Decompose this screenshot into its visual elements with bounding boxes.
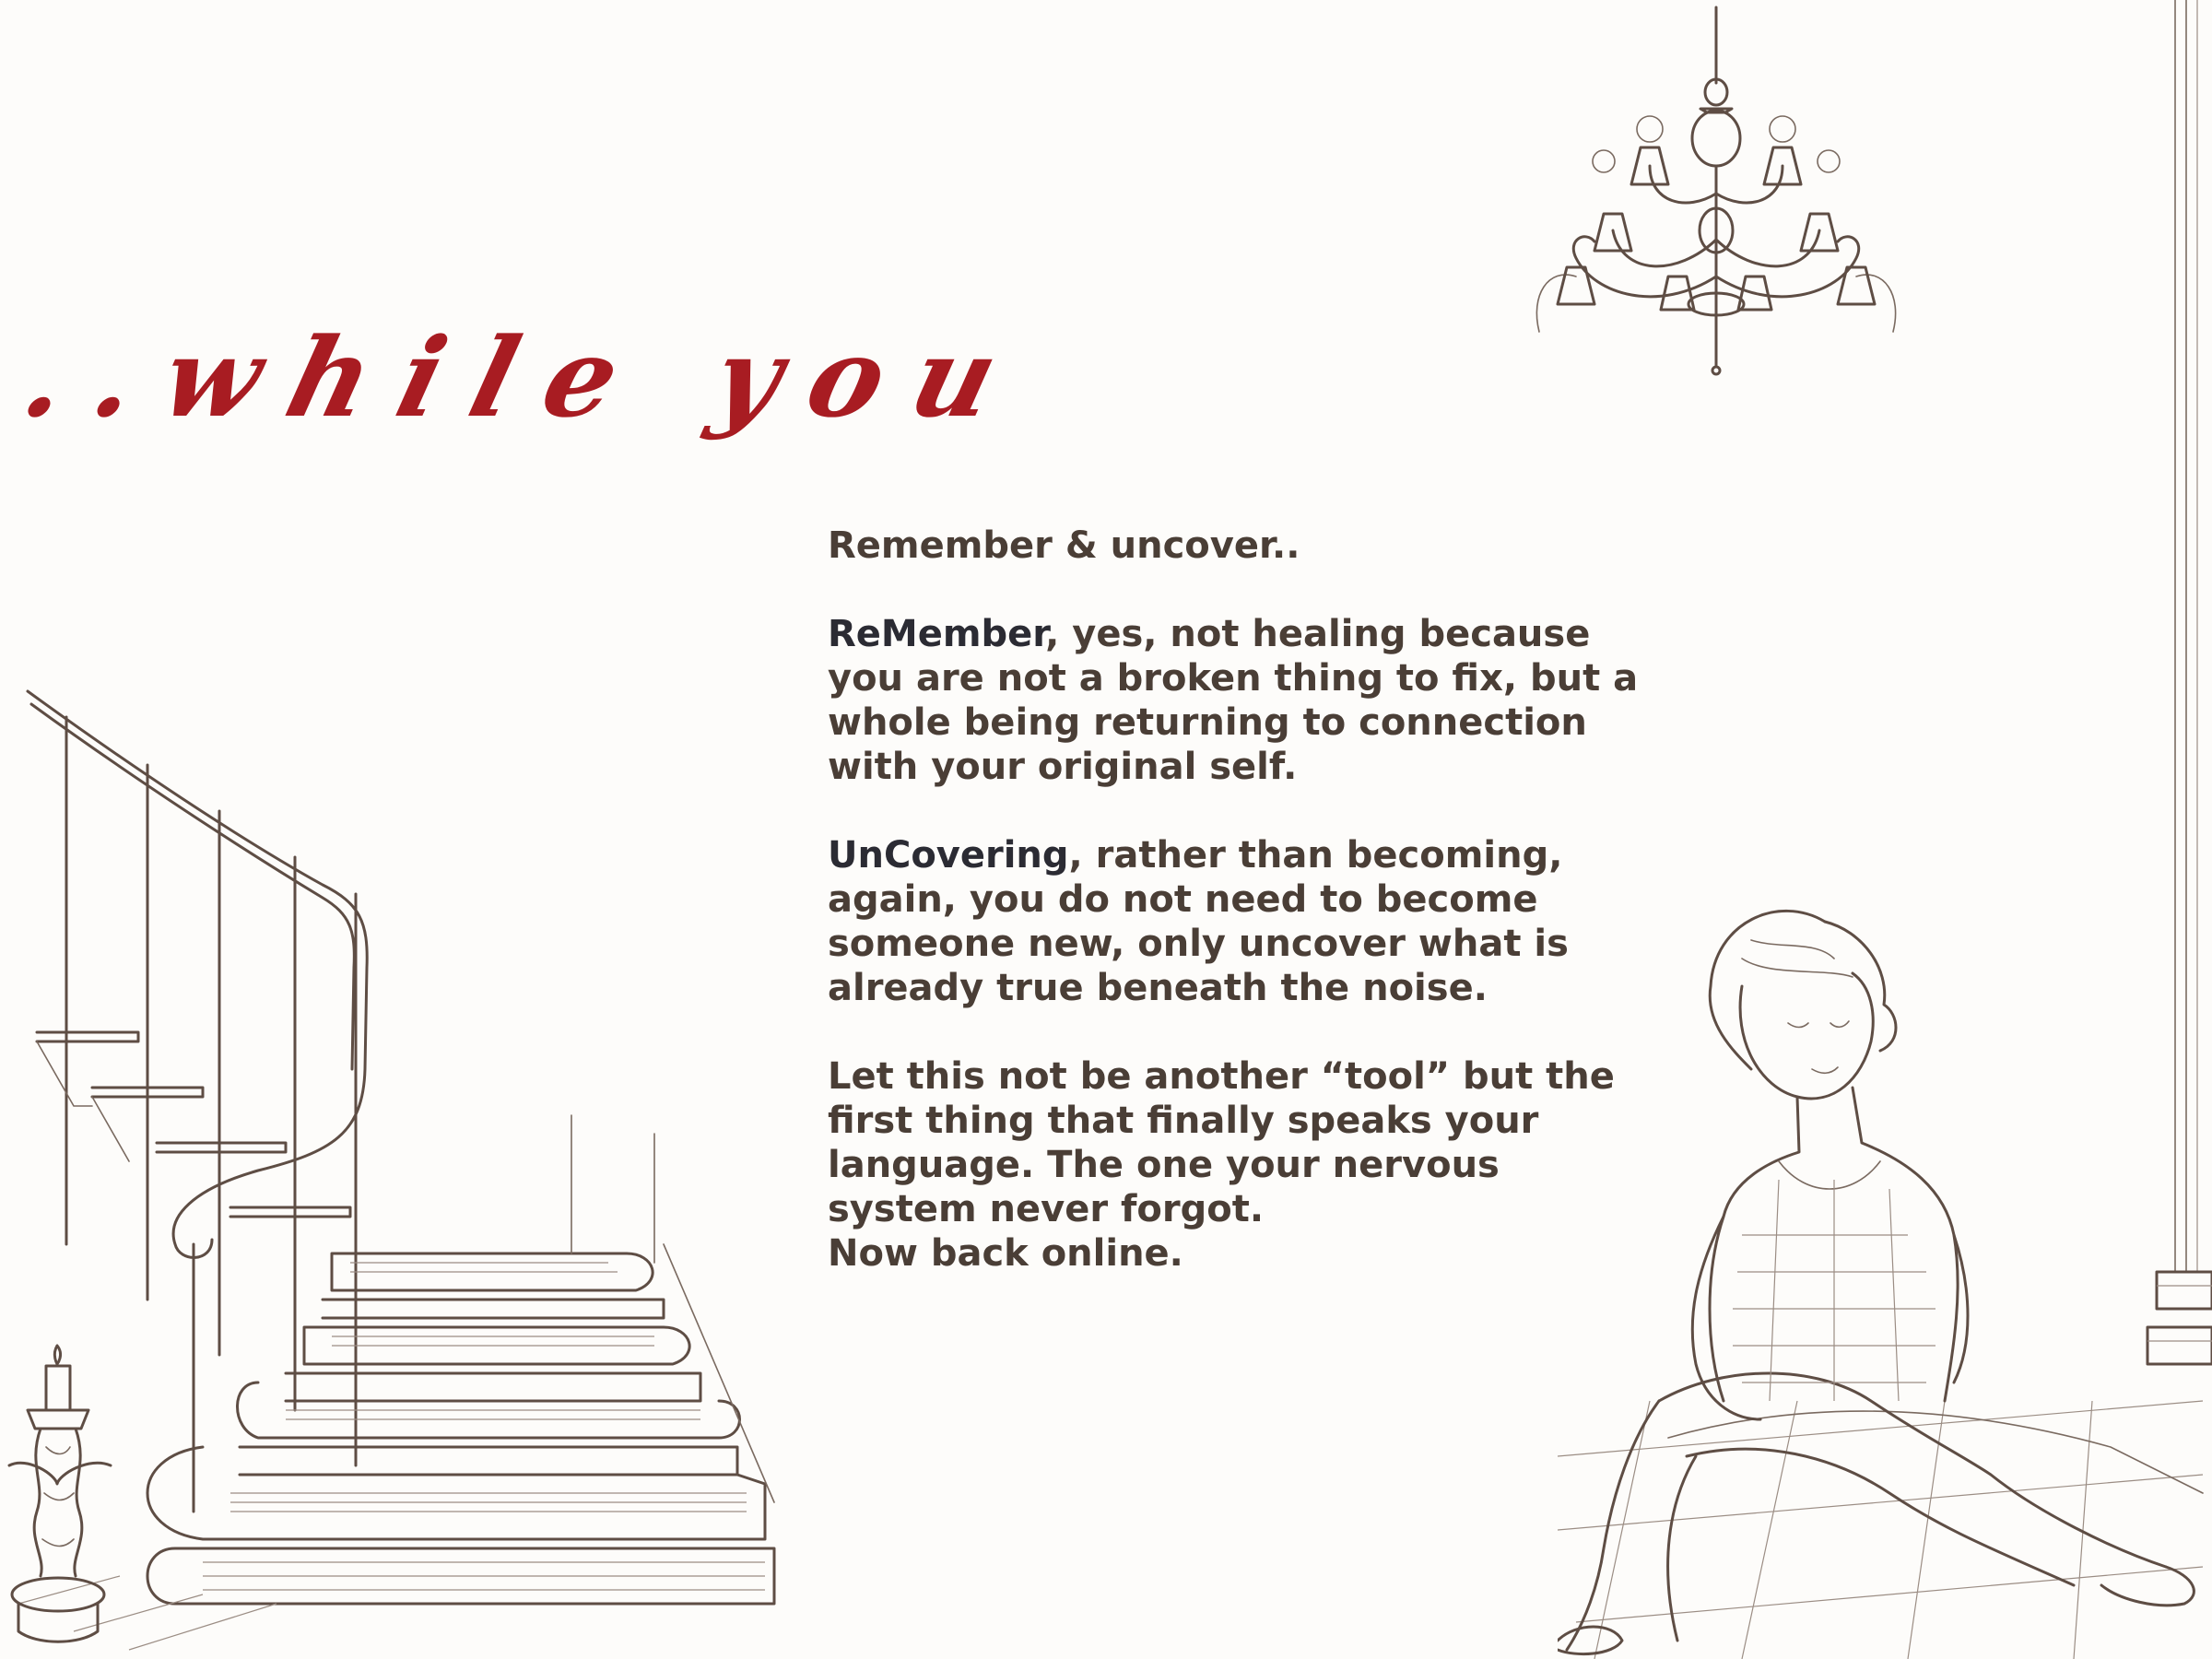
closing-line: Now back online. (828, 1232, 1183, 1275)
staircase-illustration (18, 673, 793, 1659)
seated-woman-illustration (1558, 885, 2212, 1659)
body-text-block (828, 524, 1657, 1276)
paragraph-language: Let this not be another “tool” but the first thing that finally speaks your language. The one your nervous system never forgot. (828, 1055, 1615, 1230)
script-heading: ..while you (11, 313, 1041, 441)
paragraph-remember-text: , yes, not healing because you are not a broken thing to fix, but a whole being returning to connection with your original self. (828, 613, 1639, 788)
keyword-remember: ReMember (828, 613, 1046, 655)
paragraph-remember (828, 612, 1657, 789)
intro-line: Remember & uncover.. (828, 524, 1300, 567)
paragraph-uncovering-text: , rather than becoming, again, you do not need to become someone new, only uncover what is already true beneath the noise. (828, 834, 1569, 1009)
candlestick-illustration (0, 1327, 129, 1659)
paragraph-uncovering (828, 833, 1657, 1010)
keyword-uncovering: UnCovering (828, 834, 1069, 877)
chandelier-illustration (1512, 0, 1917, 387)
